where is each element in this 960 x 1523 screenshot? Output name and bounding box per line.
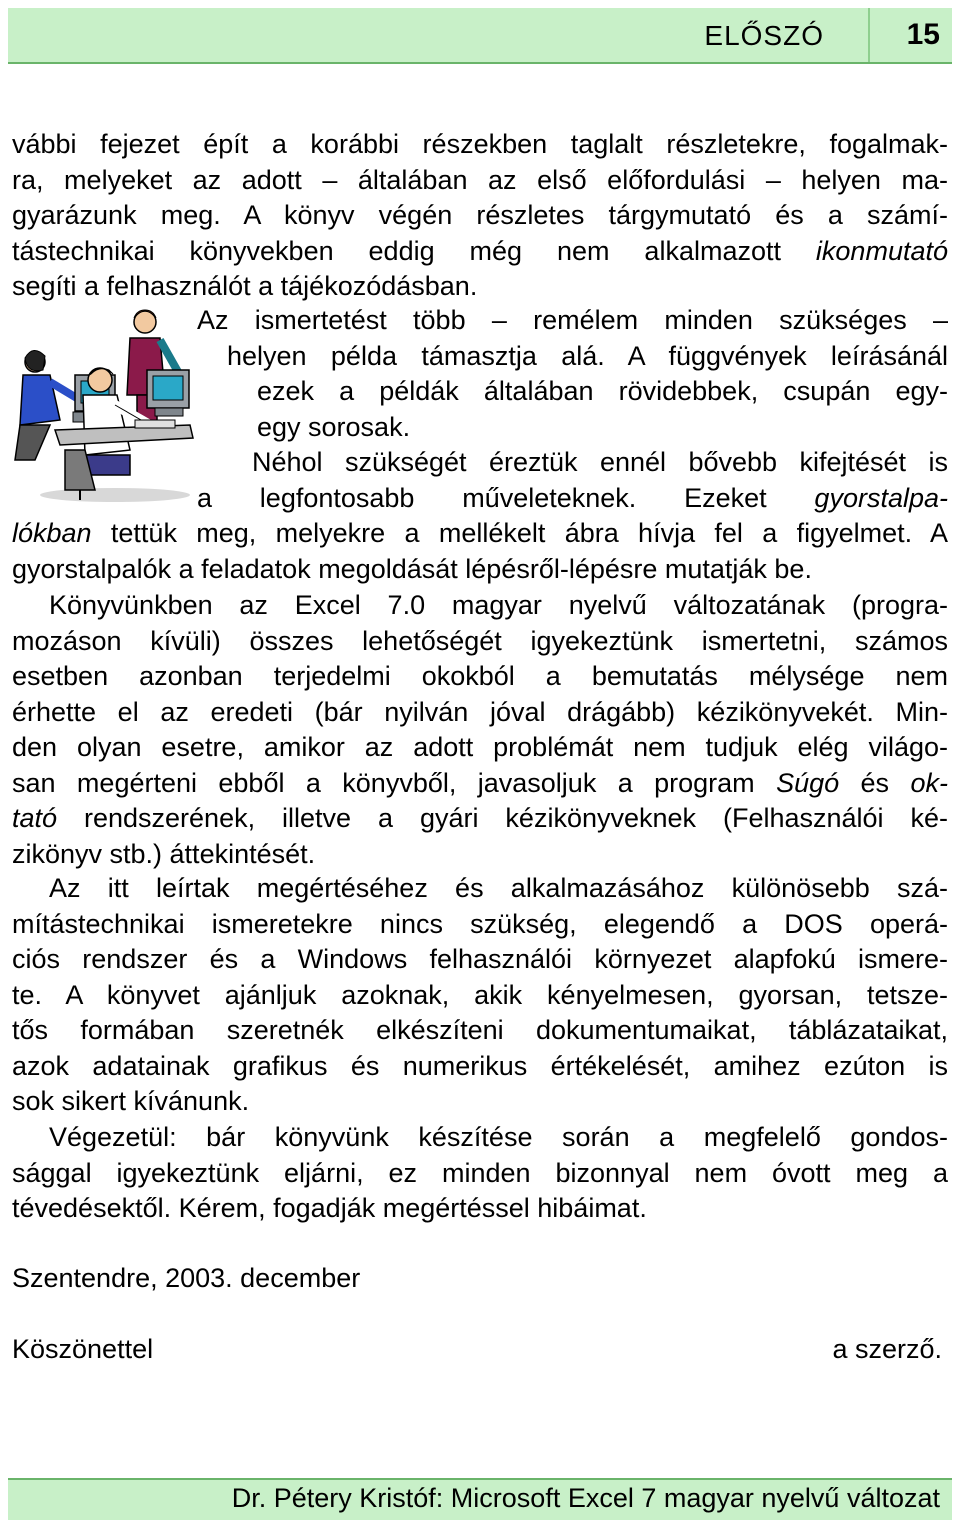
office-computers-illustration bbox=[5, 300, 195, 505]
italic-term: ok- bbox=[910, 767, 948, 798]
footer-text: Dr. Pétery Kristóf: Microsoft Excel 7 magyar nyelvű változat bbox=[231, 1483, 940, 1513]
text-line: egy sorosak. bbox=[257, 411, 411, 442]
text-line: sággal igyekeztünk eljárni, ez minden bizonnyal nem óvott meg a bbox=[12, 1157, 948, 1188]
text-line: helyen példa támasztja alá. A függvények leírásánál bbox=[227, 340, 948, 371]
text-line: esetben azonban terjedelmi okokból a bemutatás mélysége nem bbox=[12, 661, 948, 691]
text-line: ciós rendszer és a Windows felhasználói környezet alapfokú ismere- bbox=[12, 944, 948, 974]
paragraph-1 bbox=[12, 127, 948, 305]
text-line: Az itt leírtak megértéséhez és alkalmazásához különösebb szá- bbox=[49, 873, 948, 903]
text-line: sok sikert kívánunk. bbox=[12, 1086, 250, 1116]
chapter-title: ELŐSZÓ bbox=[704, 20, 824, 51]
text-line: te. A könyvet ajánljuk azoknak, akik kényelmesen, gyorsan, tetsze- bbox=[12, 979, 948, 1010]
closing-thanks: Köszönettel bbox=[12, 1334, 154, 1364]
text-segment: tettük meg, melyekre a mellékelt ábra hívja fel a figyelmet. A bbox=[91, 518, 948, 548]
text-line: gyarázunk meg. A könyv végén részletes tárgymutató és a számí- bbox=[12, 200, 948, 230]
text-line bbox=[12, 234, 948, 270]
italic-term: Súgó bbox=[776, 767, 840, 798]
text-line: segíti a felhasználót a tájékozódásban. bbox=[12, 271, 478, 301]
page-footer bbox=[8, 1478, 952, 1520]
text-line: mozáson kívüli) összes lehetőségét igyekeztünk ismertetni, számos bbox=[12, 625, 948, 656]
text-line: Az ismertetést több – remélem minden szükséges – bbox=[197, 305, 948, 335]
text-line bbox=[12, 516, 948, 552]
text-line: mítástechnikai ismeretekre nincs szükség, elegendő a DOS operá- bbox=[12, 908, 948, 939]
text-line: Végezetül: bár könyvünk készítése során a megfelelő gondos- bbox=[49, 1122, 948, 1152]
italic-term: lókban bbox=[12, 518, 92, 548]
paragraph-5 bbox=[12, 1120, 948, 1227]
author-signature: a szerző. bbox=[832, 1334, 942, 1364]
italic-term: ikonmutató bbox=[815, 235, 948, 266]
text-line: tős formában szeretnék elkészíteni dokumentumaikat, táblázataikat, bbox=[12, 1015, 948, 1045]
text-segment: tástechnikai könyvekben eddig még nem alkalmazott bbox=[12, 235, 816, 266]
text-line: Könyvünkben az Excel 7.0 magyar nyelvű változatának (progra- bbox=[49, 590, 948, 620]
text-line: ezek a példák általában rövidebbek, csupán egy- bbox=[257, 376, 948, 406]
paragraph-3 bbox=[12, 588, 948, 872]
text-line bbox=[197, 481, 948, 517]
italic-term: gyorstalpa- bbox=[814, 482, 948, 513]
text-line: zikönyv stb.) áttekintését. bbox=[12, 838, 316, 869]
text-line: den olyan esetre, amikor az adott problémát nem tudjuk elég világo- bbox=[12, 732, 948, 762]
text-segment: san megérteni ebből a könyvből, javasoljuk a program bbox=[12, 767, 777, 798]
text-line: tévedésektől. Kérem, fogadják megértéssel hibáimat. bbox=[12, 1193, 647, 1223]
page-header bbox=[8, 8, 952, 64]
italic-term: tató bbox=[12, 803, 58, 833]
text-segment: rendszerének, illetve a gyári kézikönyveknek (Felhasználói ké- bbox=[57, 803, 948, 833]
text-segment: a legfontosabb műveleteknek. Ezeket bbox=[197, 482, 815, 513]
text-line: gyorstalpalók a feladatok megoldását lépésről-lépésre mutatják be. bbox=[12, 553, 812, 584]
page-number: 15 bbox=[906, 18, 940, 51]
text-line: ra, melyeket az adott – általában az első előfordulási – helyen ma- bbox=[12, 164, 948, 195]
text-segment: és bbox=[839, 767, 911, 798]
text-line: érhette el az eredeti (bár nyilván jóval drágább) kézikönyvekét. Min- bbox=[12, 696, 948, 727]
text-line: azok adatainak grafikus és numerikus értékelését, amihez ezúton is bbox=[12, 1050, 948, 1081]
place-date: Szentendre, 2003. december bbox=[12, 1263, 361, 1293]
paragraph-4 bbox=[12, 871, 948, 1120]
text-line: vábbi fejezet épít a korábbi részekben taglalt részletekre, fogalmak- bbox=[12, 129, 948, 159]
header-divider bbox=[868, 8, 870, 62]
text-line: Néhol szükségét éreztük ennél bővebb kifejtését is bbox=[252, 447, 948, 477]
text-line bbox=[12, 801, 948, 837]
text-line bbox=[12, 766, 948, 802]
